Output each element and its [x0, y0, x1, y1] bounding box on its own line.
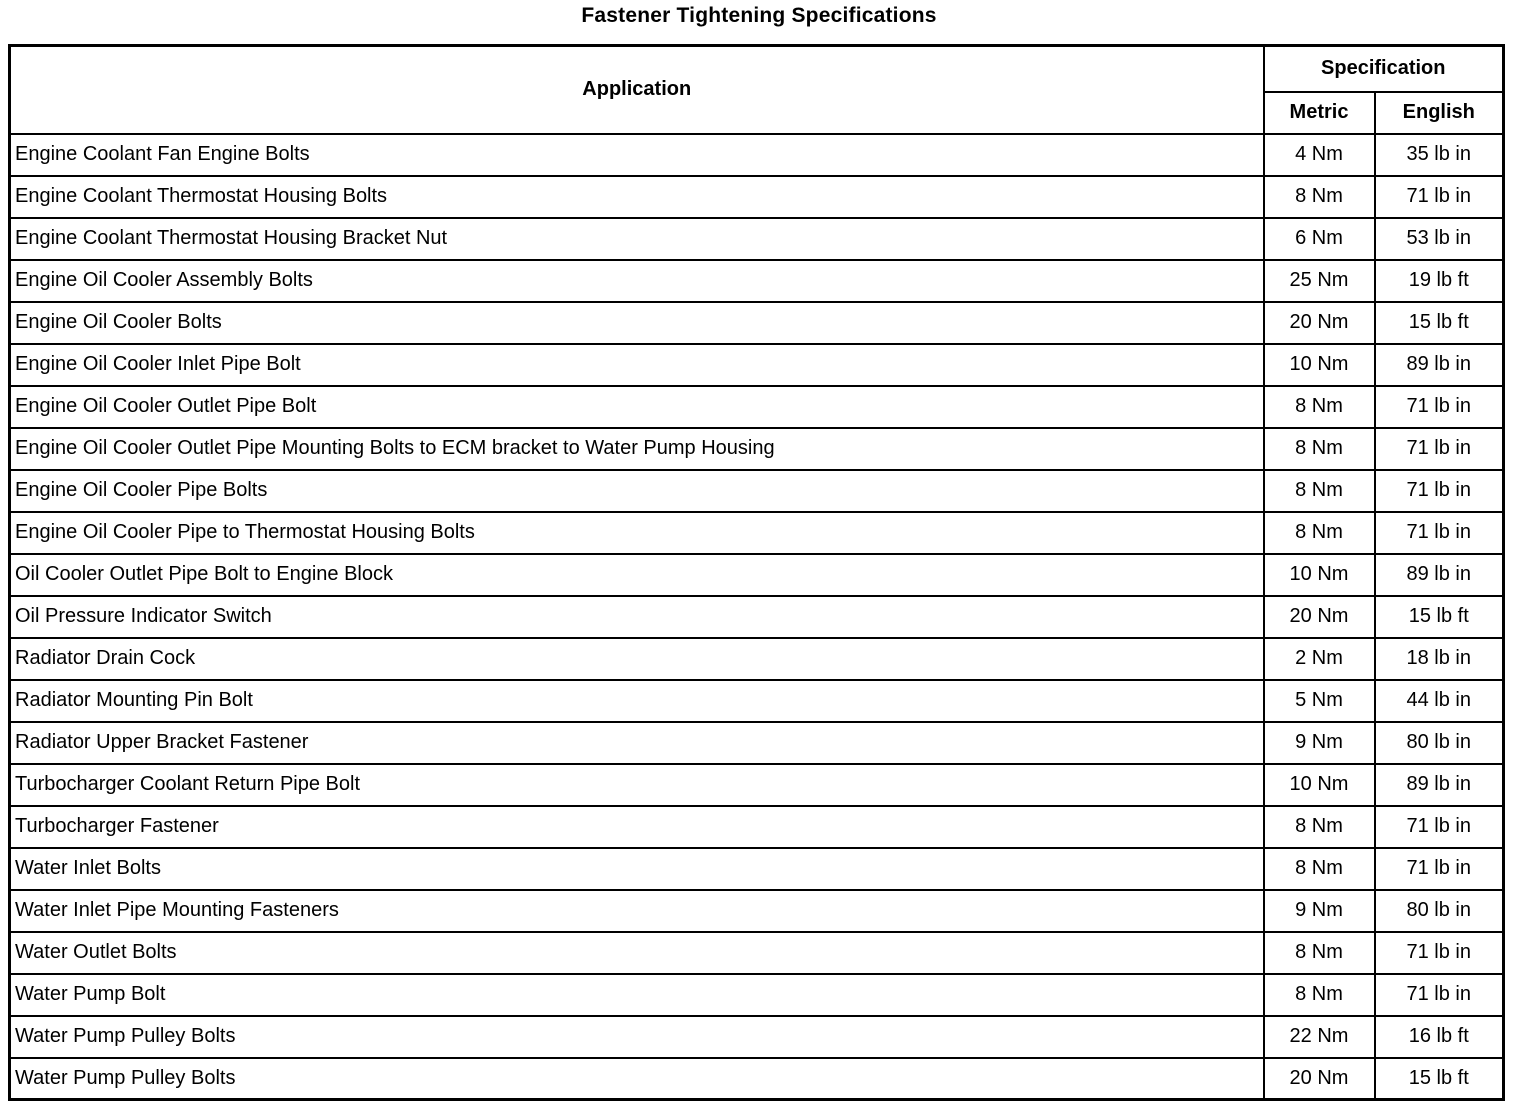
application-cell: Water Inlet Pipe Mounting Fasteners	[10, 890, 1264, 932]
english-cell: 53 lb in	[1375, 218, 1504, 260]
table-row	[10, 218, 1504, 260]
english-cell: 16 lb ft	[1375, 1016, 1504, 1058]
metric-cell: 6 Nm	[1264, 218, 1375, 260]
table-row	[10, 134, 1504, 176]
fastener-spec-table	[8, 44, 1505, 1101]
metric-column-header: Metric	[1264, 92, 1375, 134]
metric-cell: 8 Nm	[1264, 974, 1375, 1016]
english-cell: 71 lb in	[1375, 932, 1504, 974]
metric-cell: 9 Nm	[1264, 722, 1375, 764]
application-cell: Engine Oil Cooler Inlet Pipe Bolt	[10, 344, 1264, 386]
application-column-header: Application	[10, 46, 1264, 134]
application-cell: Engine Oil Cooler Pipe Bolts	[10, 470, 1264, 512]
application-cell: Oil Cooler Outlet Pipe Bolt to Engine Block	[10, 554, 1264, 596]
table-row	[10, 806, 1504, 848]
english-cell: 71 lb in	[1375, 974, 1504, 1016]
metric-cell: 9 Nm	[1264, 890, 1375, 932]
application-cell: Radiator Drain Cock	[10, 638, 1264, 680]
english-cell: 71 lb in	[1375, 386, 1504, 428]
english-cell: 19 lb ft	[1375, 260, 1504, 302]
metric-cell: 8 Nm	[1264, 932, 1375, 974]
application-cell: Turbocharger Fastener	[10, 806, 1264, 848]
table-row	[10, 386, 1504, 428]
table-row	[10, 596, 1504, 638]
table-row	[10, 512, 1504, 554]
metric-cell: 8 Nm	[1264, 176, 1375, 218]
english-cell: 15 lb ft	[1375, 596, 1504, 638]
english-cell: 89 lb in	[1375, 554, 1504, 596]
table-row	[10, 260, 1504, 302]
english-cell: 80 lb in	[1375, 890, 1504, 932]
metric-cell: 2 Nm	[1264, 638, 1375, 680]
application-cell: Engine Oil Cooler Pipe to Thermostat Housing Bolts	[10, 512, 1264, 554]
metric-cell: 8 Nm	[1264, 470, 1375, 512]
application-cell: Engine Oil Cooler Outlet Pipe Mounting Bolts to ECM bracket to Water Pump Housing	[10, 428, 1264, 470]
table-row	[10, 638, 1504, 680]
metric-cell: 8 Nm	[1264, 386, 1375, 428]
table-row	[10, 764, 1504, 806]
application-cell: Water Pump Bolt	[10, 974, 1264, 1016]
table-row	[10, 1058, 1504, 1100]
application-cell: Radiator Mounting Pin Bolt	[10, 680, 1264, 722]
metric-cell: 20 Nm	[1264, 302, 1375, 344]
metric-cell: 10 Nm	[1264, 344, 1375, 386]
english-cell: 71 lb in	[1375, 176, 1504, 218]
table-row	[10, 932, 1504, 974]
table-row	[10, 428, 1504, 470]
application-cell: Engine Coolant Thermostat Housing Bolts	[10, 176, 1264, 218]
english-cell: 15 lb ft	[1375, 302, 1504, 344]
metric-cell: 5 Nm	[1264, 680, 1375, 722]
metric-cell: 10 Nm	[1264, 764, 1375, 806]
english-cell: 71 lb in	[1375, 470, 1504, 512]
application-cell: Turbocharger Coolant Return Pipe Bolt	[10, 764, 1264, 806]
metric-cell: 8 Nm	[1264, 428, 1375, 470]
application-cell: Water Inlet Bolts	[10, 848, 1264, 890]
table-header	[10, 46, 1504, 134]
application-cell: Water Outlet Bolts	[10, 932, 1264, 974]
table-row	[10, 974, 1504, 1016]
table-row	[10, 470, 1504, 512]
english-cell: 80 lb in	[1375, 722, 1504, 764]
application-cell: Engine Coolant Fan Engine Bolts	[10, 134, 1264, 176]
specification-column-header: Specification	[1264, 46, 1504, 92]
metric-cell: 4 Nm	[1264, 134, 1375, 176]
metric-cell: 8 Nm	[1264, 848, 1375, 890]
english-cell: 35 lb in	[1375, 134, 1504, 176]
english-cell: 71 lb in	[1375, 512, 1504, 554]
metric-cell: 8 Nm	[1264, 806, 1375, 848]
metric-cell: 8 Nm	[1264, 512, 1375, 554]
page-title: Fastener Tightening Specifications	[581, 4, 937, 27]
table-row	[10, 722, 1504, 764]
application-cell: Water Pump Pulley Bolts	[10, 1058, 1264, 1100]
table-row	[10, 890, 1504, 932]
application-cell: Oil Pressure Indicator Switch	[10, 596, 1264, 638]
english-cell: 89 lb in	[1375, 764, 1504, 806]
metric-cell: 25 Nm	[1264, 260, 1375, 302]
table-row	[10, 302, 1504, 344]
application-cell: Engine Coolant Thermostat Housing Bracket Nut	[10, 218, 1264, 260]
header-row-top	[10, 46, 1504, 92]
english-cell: 71 lb in	[1375, 428, 1504, 470]
application-cell: Water Pump Pulley Bolts	[10, 1016, 1264, 1058]
application-cell: Engine Oil Cooler Outlet Pipe Bolt	[10, 386, 1264, 428]
table-row	[10, 554, 1504, 596]
english-cell: 89 lb in	[1375, 344, 1504, 386]
metric-cell: 20 Nm	[1264, 1058, 1375, 1100]
table-row	[10, 344, 1504, 386]
english-column-header: English	[1375, 92, 1504, 134]
spec-table-body	[10, 134, 1504, 1100]
english-cell: 15 lb ft	[1375, 1058, 1504, 1100]
application-cell: Engine Oil Cooler Bolts	[10, 302, 1264, 344]
table-row	[10, 176, 1504, 218]
english-cell: 71 lb in	[1375, 806, 1504, 848]
table-row	[10, 1016, 1504, 1058]
english-cell: 71 lb in	[1375, 848, 1504, 890]
table-row	[10, 848, 1504, 890]
table-row	[10, 680, 1504, 722]
application-cell: Radiator Upper Bracket Fastener	[10, 722, 1264, 764]
english-cell: 18 lb in	[1375, 638, 1504, 680]
metric-cell: 20 Nm	[1264, 596, 1375, 638]
metric-cell: 22 Nm	[1264, 1016, 1375, 1058]
english-cell: 44 lb in	[1375, 680, 1504, 722]
metric-cell: 10 Nm	[1264, 554, 1375, 596]
application-cell: Engine Oil Cooler Assembly Bolts	[10, 260, 1264, 302]
